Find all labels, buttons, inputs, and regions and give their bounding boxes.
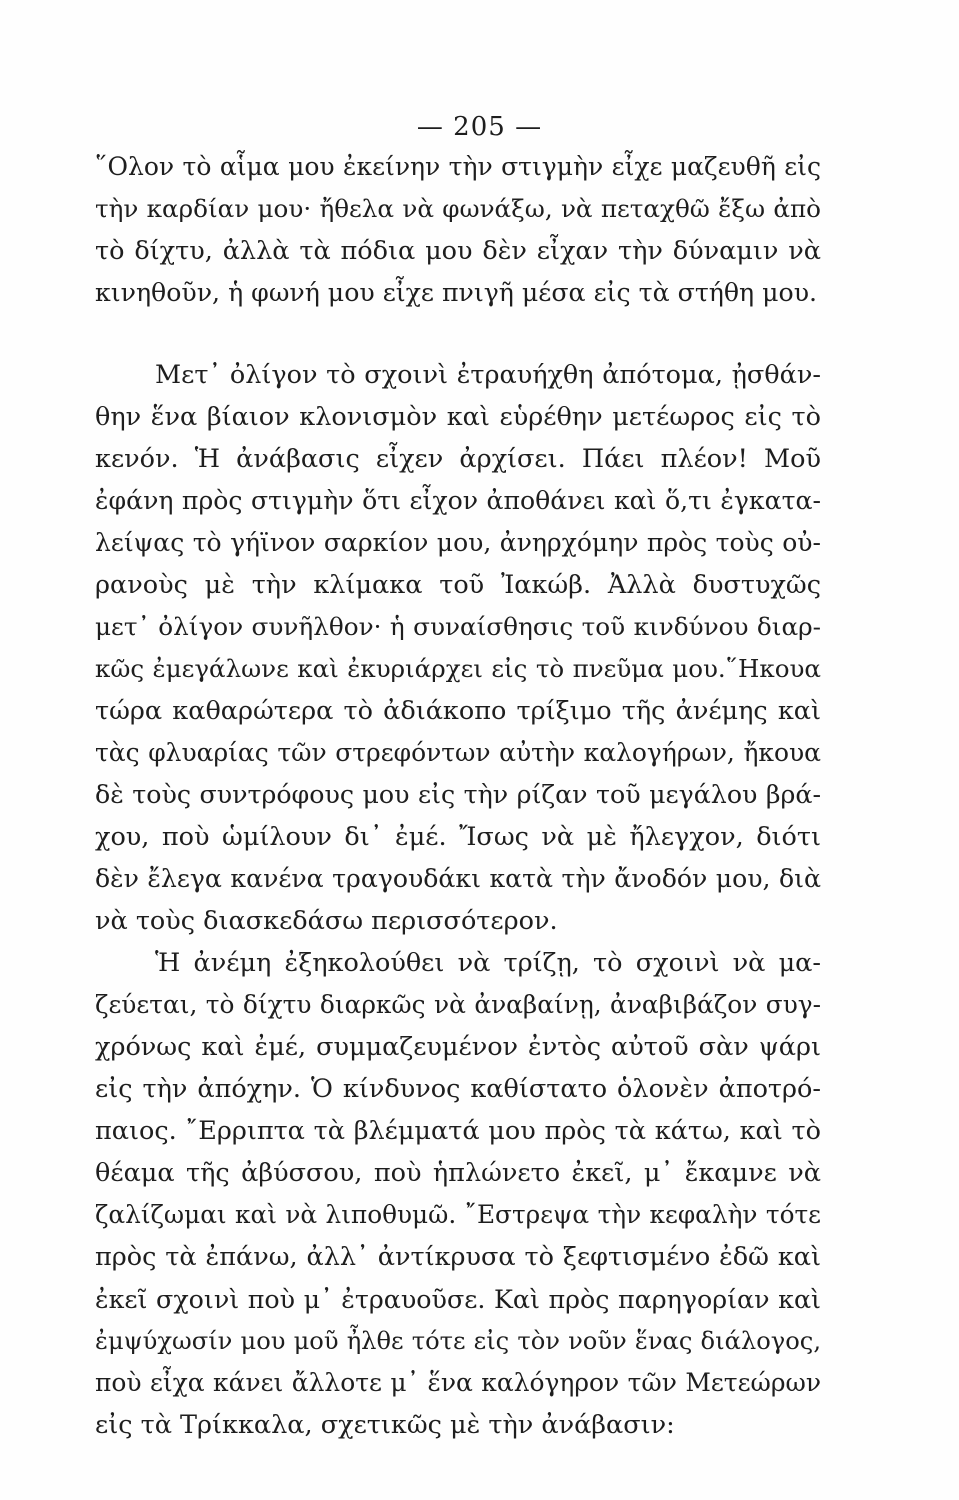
text-line: κενόν. Ἡ ἀνάβασις εἶχεν ἀρχίσει. Πάει πλέον! Μοῦ: [95, 444, 821, 474]
page-number: — 205 —: [416, 112, 543, 142]
text-line: εἰς τὴν ἀπόχην. Ὁ κίνδυνος καθίστατο ὁλονὲν ἀποτρό-: [95, 1074, 821, 1104]
text-line: νὰ τοὺς διασκεδάσω περισσότερον.: [95, 906, 558, 936]
text-line: χρόνως καὶ ἐμέ, συμμαζευμένον ἐντὸς αὐτοῦ σὰν ψάρι: [95, 1032, 821, 1062]
paragraph-3: [95, 942, 821, 1446]
text-line: ποὺ εἶχα κάνει ἄλλοτε μ᾽ ἕνα καλόγηρον τῶν Μετεώρων: [95, 1368, 821, 1397]
paragraph-2: [95, 354, 821, 942]
text-line: παιος. ῎Ερριπτα τὰ βλέμματά μου πρὸς τὰ κάτω, καὶ τὸ: [95, 1116, 821, 1146]
text-line: κινηθοῦν, ἡ φωνή μου εἶχε πνιγῆ μέσα εἰς τὰ στήθη μου.: [95, 278, 818, 307]
text-line: ἐκεῖ σχοινὶ ποὺ μ᾽ ἐτραυοῦσε. Καὶ πρὸς παρηγορίαν καὶ: [95, 1284, 821, 1314]
text-line: ρανοὺς μὲ τὴν κλίμακα τοῦ Ἰακώβ. Ἀλλὰ δυστυχῶς: [95, 570, 821, 600]
text-line: θην ἕνα βίαιον κλονισμὸν καὶ εὑρέθην μετέωρος εἰς τὸ: [95, 402, 821, 432]
text-line: τώρα καθαρώτερα τὸ ἀδιάκοπο τρίξιμο τῆς ἀνέμης καὶ: [95, 696, 821, 726]
text-line: ῞Ολον τὸ αἷμα μου ἐκείνην τὴν στιγμὴν εἶχε μαζευθῆ εἰς: [95, 152, 821, 181]
text-line: εἰς τὰ Τρίκκαλα, σχετικῶς μὲ τὴν ἀνάβασιν:: [95, 1410, 675, 1440]
text-line: πρὸς τὰ ἐπάνω, ἀλλ᾽ ἀντίκρυσα τὸ ξεφτισμένο ἐδῶ καὶ: [95, 1242, 821, 1272]
text-line: θέαμα τῆς ἀβύσσου, ποὺ ἡπλώνετο ἐκεῖ, μ᾽ ἔκαμνε νὰ: [95, 1158, 821, 1188]
text-line: ζεύεται, τὸ δίχτυ διαρκῶς νὰ ἀναβαίνῃ, ἀναβιβάζον συγ-: [95, 990, 821, 1019]
text-line: Μετ᾽ ὀλίγον τὸ σχοινὶ ἐτραυήχθη ἀπότομα, ᾐσθάν-: [155, 360, 821, 390]
text-line: τὰς φλυαρίας τῶν στρεφόντων αὐτὴν καλογήρων, ἤκουα: [95, 738, 821, 767]
text-line: τὴν καρδίαν μου· ἤθελα νὰ φωνάξω, νὰ πεταχθῶ ἔξω ἀπὸ: [95, 194, 821, 223]
text-line: χου, ποὺ ὡμίλουν δι᾽ ἐμέ. Ἴσως νὰ μὲ ἤλεγχον, διότι: [95, 822, 821, 852]
text-line: κῶς ἐμεγάλωνε καὶ ἐκυριάρχει εἰς τὸ πνεῦμα μου.῞Ηκουα: [95, 654, 821, 683]
text-line: μετ᾽ ὀλίγον συνῆλθον· ἡ συναίσθησις τοῦ κινδύνου διαρ-: [95, 612, 821, 641]
text-line: λείψας τὸ γήϊνον σαρκίον μου, ἀνηρχόμην πρὸς τοὺς οὐ-: [95, 528, 821, 557]
text-line: δὲν ἔλεγα κανένα τραγουδάκι κατὰ τὴν ἄνοδόν μου, διὰ: [95, 864, 821, 893]
paragraph-1: [95, 146, 821, 314]
paragraph-gap: [95, 314, 821, 354]
text-line: ἐφάνη πρὸς στιγμὴν ὅτι εἶχον ἀποθάνει καὶ ὅ,τι ἐγκατα-: [95, 486, 821, 515]
text-line: Ἡ ἀνέμη ἐξηκολούθει νὰ τρίζῃ, τὸ σχοινὶ νὰ μα-: [155, 948, 821, 978]
body-text: [95, 146, 821, 1446]
text-line: δὲ τοὺς συντρόφους μου εἰς τὴν ρίζαν τοῦ μεγάλου βρά-: [95, 780, 821, 809]
text-line: τὸ δίχτυ, ἀλλὰ τὰ πόδια μου δὲν εἶχαν τὴν δύναμιν νὰ: [95, 236, 821, 266]
text-line: ζαλίζωμαι καὶ νὰ λιποθυμῶ. ῎Εστρεψα τὴν κεφαλὴν τότε: [95, 1200, 821, 1229]
text-line: ἐμψύχωσίν μου μοῦ ἦλθε τότε εἰς τὸν νοῦν ἕνας διάλογος,: [95, 1327, 821, 1355]
